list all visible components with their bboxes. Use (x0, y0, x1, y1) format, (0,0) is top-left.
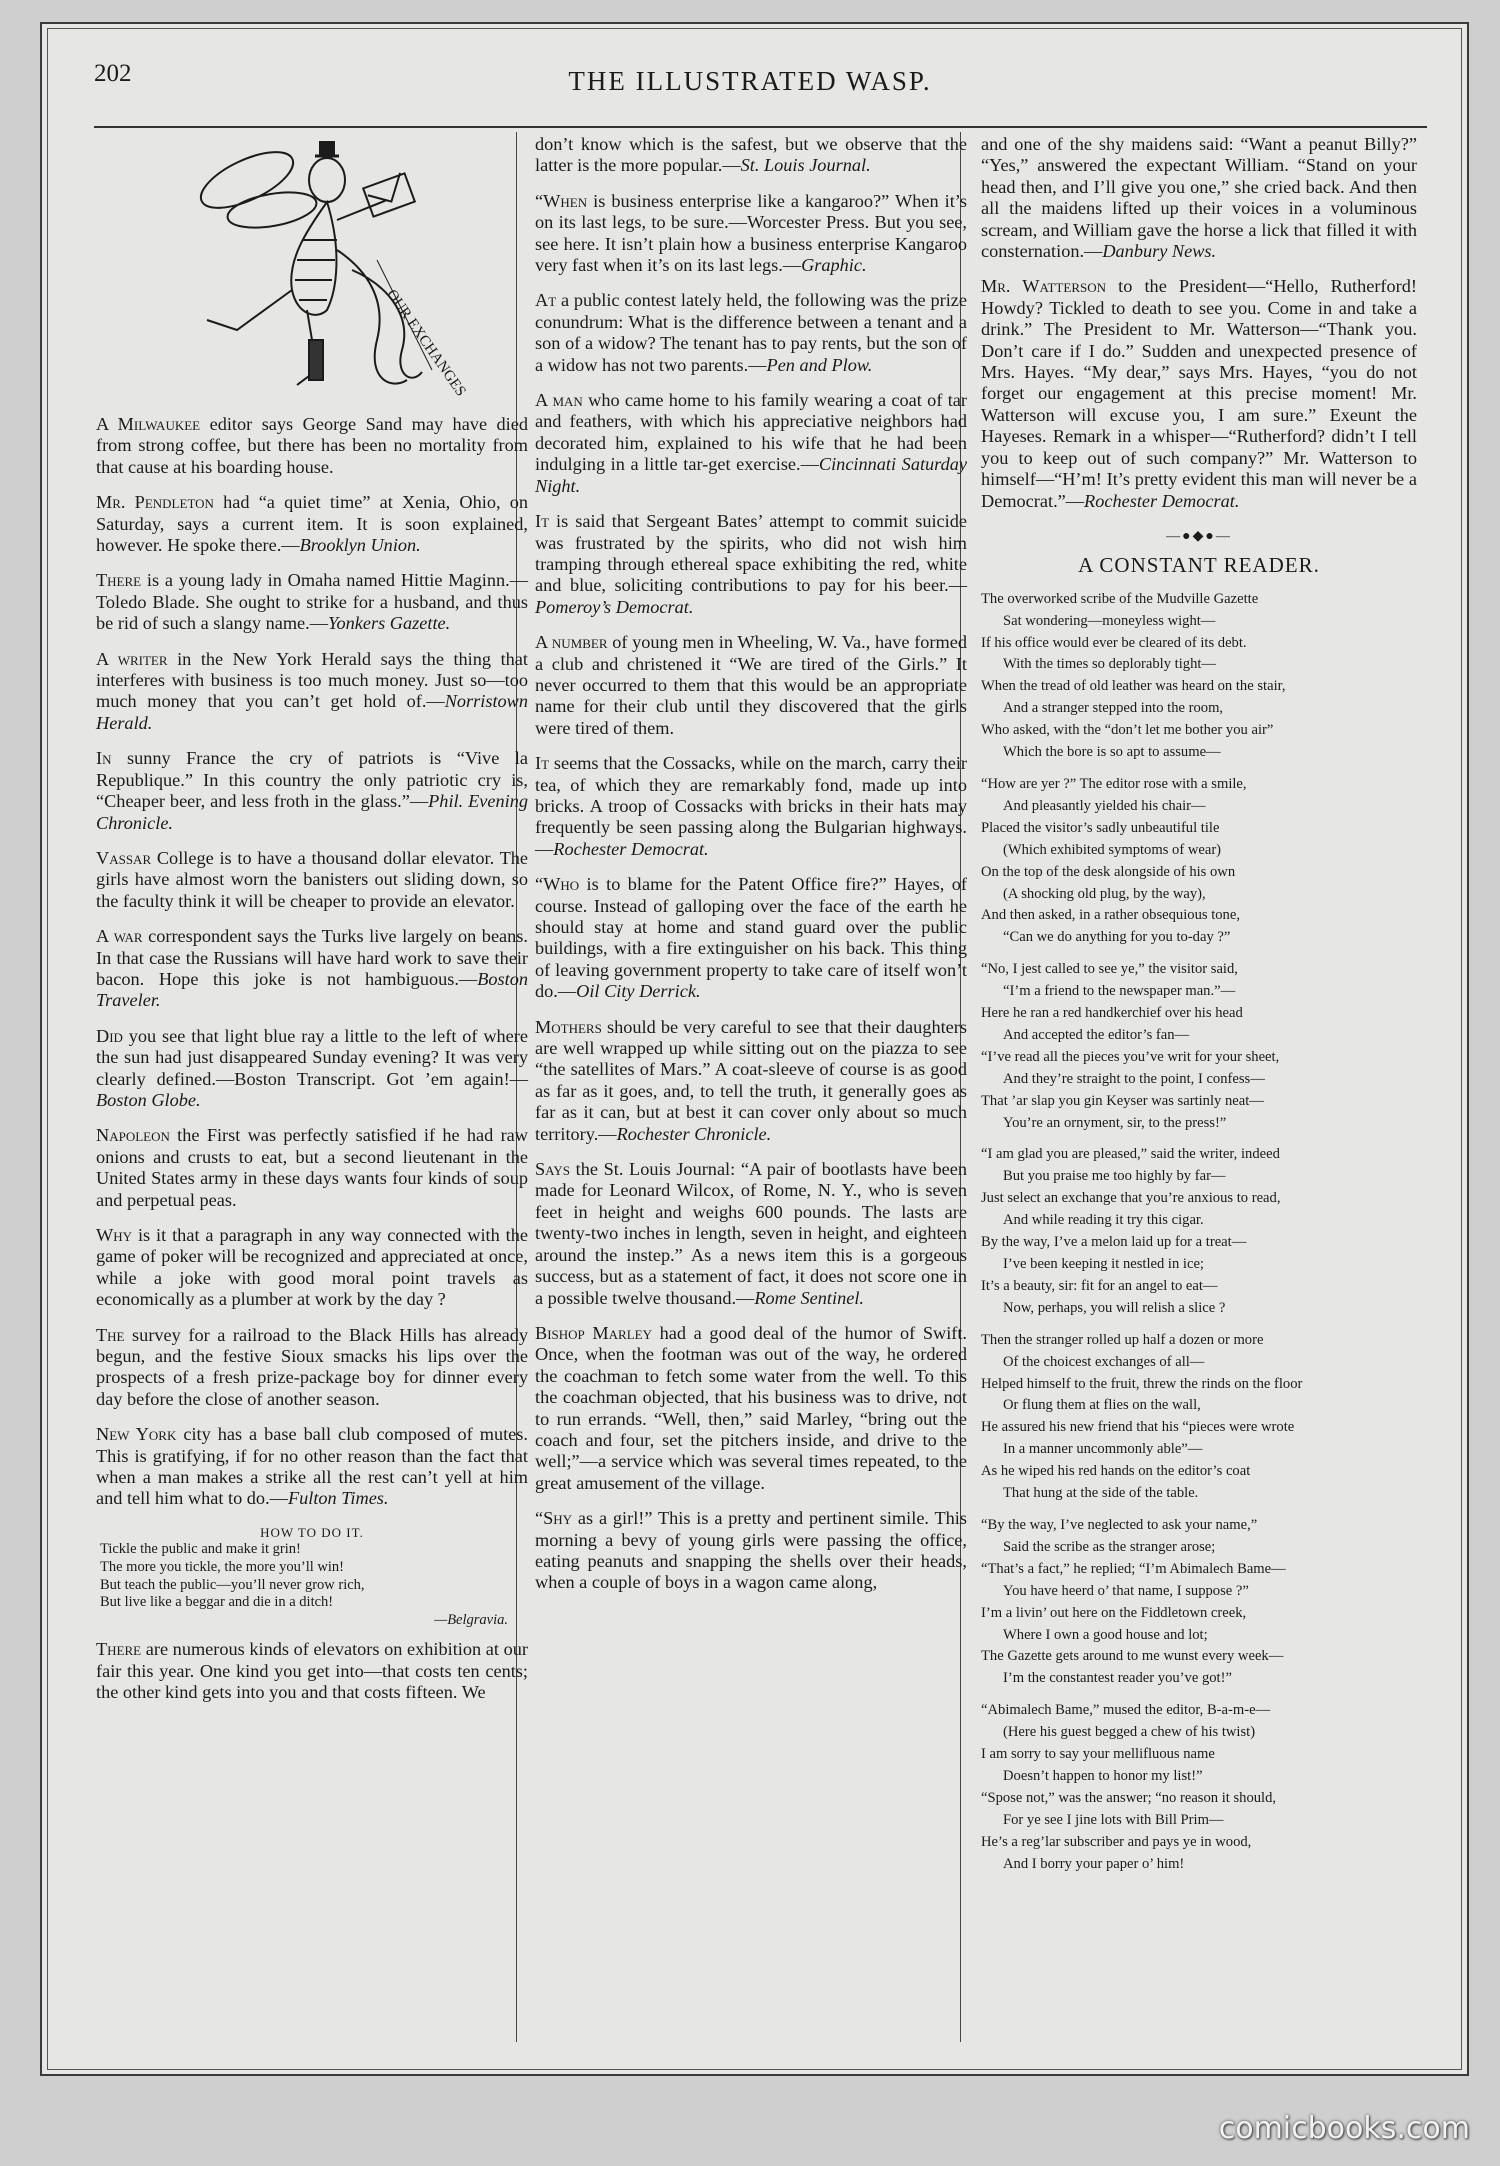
paragraph-text: as a girl!” This is a pretty and pertinent simile. This morning a bevy of young girls were passing the office, eating peanuts and snapping the shells over their heads, when a couple of boys in a wagon came along, (535, 1508, 967, 1593)
verse-stanza (981, 959, 1417, 1134)
column-2 (535, 134, 967, 1608)
poem-line: Tickle the public and make it grin! (100, 1541, 301, 1558)
paragraph (535, 390, 967, 497)
verse-line: And a stranger stepped into the room, (1003, 700, 1224, 717)
paragraph (96, 926, 528, 1012)
paragraph-lead: Why (96, 1225, 133, 1245)
verse-line: Here he ran a red handkerchief over his head (981, 1005, 1243, 1022)
paragraph (535, 1508, 967, 1594)
paragraph-lead: Vassar (96, 847, 152, 868)
verse-line: By the way, I’ve a melon laid up for a treat— (981, 1234, 1247, 1251)
verse-line: He’s a reg’lar subscriber and pays ye in wood, (981, 1833, 1252, 1850)
paragraph-text: sunny France the cry of patriots is “Vive la Republique.” In this country the only patriotic cry is, “Cheaper beer, and less froth in the glass.”— (96, 748, 528, 812)
paragraph-text: seems that the Cossacks, while on the march, carry their tea, of which they are remarkably fond, made up into bricks. A troop of Cossacks with bricks in their hats may frequently be seen passing along the Bulgarian highways.— (535, 753, 967, 859)
paragraph-text: don’t know which is the safest, but we observe that the latter is the more popular.— (535, 134, 967, 176)
paragraph-text: you see that light blue ray a little to the left of where the sun had just disappeared Sunday evening? It was very clearly defined.—Boston Transcript. Got ’em again!— (96, 1025, 528, 1089)
paragraph-lead: A writer (96, 648, 168, 669)
paragraph-lead: It (535, 511, 550, 532)
verse-line: Of the choicest exchanges of all— (1003, 1353, 1205, 1370)
paragraph (535, 1017, 967, 1145)
verse-line: (Here his guest begged a chew of his twist) (1003, 1724, 1256, 1741)
paragraph-text: survey for a railroad to the Black Hills has already begun, and the festive Sioux smacks his lips over the prospects of a fresh prize-package boy for dinner every day before the close of another season. (96, 1324, 528, 1409)
verse-line: “By the way, I’ve neglected to ask your name,” (981, 1516, 1258, 1533)
verse-line: Or flung them at flies on the wall, (1003, 1397, 1201, 1414)
verse-line: Just select an exchange that you’re anxious to read, (981, 1190, 1281, 1207)
verse-line: Where I own a good house and lot; (1003, 1626, 1208, 1643)
paragraph-source: Rochester Democrat. (553, 838, 709, 859)
verse-line: I am sorry to say your mellifluous name (981, 1746, 1215, 1763)
paragraph-source: Danbury News. (1102, 241, 1217, 262)
paragraph-text: should be very careful to see that their daughters are well wrapped up while sitting out on the piazza to see “the satellites of Mars.” A coat-sleeve of course is as good as far as it goes, and, to tell the truth, it generally goes as far as it can, but at best it can cover only about so much territory.— (535, 1016, 967, 1144)
paragraph (96, 414, 528, 478)
paragraph-source: Fulton Times. (287, 1488, 389, 1509)
paragraph-source: Pomeroy’s Democrat. (535, 596, 694, 617)
verse-line: Which the bore is so apt to assume— (1003, 744, 1221, 761)
paragraph-text: is to blame for the Patent Office fire?” Hayes, of course. Instead of galloping over the face of the earth he should stay at home and stand guard over the public buildings, with a fire extinguisher on his back. This thing of leaving government property to take care of itself won’t do.— (535, 874, 967, 1002)
paragraph (535, 290, 967, 376)
paragraph-text: College is to have a thousand dollar elevator. The girls have almost worn the banisters out sliding down, so the faculty think it will be cheaper to provide an elevator. (96, 847, 528, 911)
verse-line: He assured his new friend that his “pieces were wrote (981, 1419, 1295, 1436)
paragraph-lead: There (96, 570, 142, 591)
paragraph (535, 134, 967, 177)
verse-line: And they’re straight to the point, I confess— (1003, 1070, 1265, 1087)
verse-line: Then the stranger rolled up half a dozen or more (981, 1331, 1264, 1348)
paragraph-text: had a good deal of the humor of Swift. Once, when the footman was out of the way, he ordered the coachman to fetch some water from the well. To this the coachman objected, that his business was to drive, not to run errands. “Well, then,” said Marley, “bring out the coach and four, set the pitchers inside, and drive to the well;”—a service which was several times repeated, to the great amusement of the village. (535, 1322, 968, 1493)
paragraph-text: had “a quiet time” at Xenia, Ohio, on Saturday, says a current item. It is soon explained, however. He spoke there.— (96, 492, 528, 556)
paragraph-lead: A number (535, 632, 608, 653)
verse-line: The overworked scribe of the Mudville Gazette (981, 590, 1259, 607)
paragraph-text: editor says George Sand may have died from strong coffee, but there has been no mortality from that cause at his boarding house. (96, 414, 529, 477)
paragraph (535, 753, 967, 860)
paragraph-text: city has a base ball club composed of mutes. This is gratifying, if for no other reason than the fact that when a man makes a strike all the rest can’t yell at him and tell him what to do.— (96, 1424, 528, 1509)
poem-line: But teach the public—you’ll never grow rich, (100, 1576, 365, 1593)
verse-line: You’re an ornyment, sir, to the press!” (1003, 1114, 1227, 1131)
verse-line: “Can we do anything for you to-day ?” (1003, 929, 1231, 946)
paragraph-text: who came home to his family wearing a coat of tar and feathers, with which his appreciative neighbors had decorated him, explained to his wife that he had been indulging in a little tar-get exercise.— (535, 390, 967, 475)
paragraph-text: is a young lady in Omaha named Hittie Maginn.—Toledo Blade. She ought to strike for a husband, and thus be rid of such a slangy name.— (96, 570, 528, 634)
verse-line: It’s a beauty, sir: fit for an angel to eat— (981, 1277, 1218, 1294)
paragraph-text: of young men in Wheeling, W. Va., have formed a club and christened it “We are tired of the Girls.” It never occurred to them that this would be an appropriate name for their club until they discovered that the girls were tired of them. (535, 632, 967, 738)
paragraph-source: St. Louis Journal. (740, 155, 871, 176)
paragraph-lead: It (535, 753, 550, 774)
column-1 (96, 134, 528, 1718)
paragraph-lead: “Shy (535, 1508, 573, 1529)
column-3 (981, 134, 1417, 1885)
verse-stanza (981, 774, 1417, 949)
verse-line: “I am glad you are pleased,” said the writer, indeed (981, 1146, 1280, 1163)
watermark: comicbooks.com (1218, 2111, 1470, 2146)
verse-line: That ’ar slap you gin Keyser was sartinly neat— (981, 1092, 1264, 1109)
verse-line: And while reading it try this cigar. (1003, 1212, 1204, 1229)
paragraph-source: Oil City Derrick. (576, 981, 701, 1002)
verse-line: “How are yer ?” The editor rose with a smile, (981, 775, 1247, 792)
paragraph-lead: Bishop Marley (535, 1322, 652, 1343)
paragraph (96, 1325, 528, 1411)
paragraph (535, 632, 967, 739)
paragraph-lead: Mr. Watterson (981, 276, 1106, 297)
paragraph-text: a public contest lately held, the following was the prize conundrum: What is the difference between a tenant and a son of a widow? The tenant has to pay rents, but the son of a widow has not two parents.— (535, 290, 967, 375)
paragraph-source: Boston Globe. (96, 1089, 201, 1110)
paragraph-text: in the New York Herald says the thing that interferes with business is too much money. Just so—too much money that you can’t get hold of.— (96, 648, 528, 712)
poem-line: The more you tickle, the more you’ll win! (100, 1559, 345, 1576)
section-divider: —●◆●— (1166, 528, 1232, 544)
paragraph-text: correspondent says the Turks live largely on beans. In that case the Russians will have hard work to save their bacon. Hope this joke is not hambiguous.— (96, 926, 528, 989)
verse-line: As he wiped his red hands on the editor’s coat (981, 1463, 1251, 1480)
paragraph-text: is said that Sergeant Bates’ attempt to commit suicide was frustrated by the spirits, who did not wish him tramping through ethereal space exhibiting the red, white and blue, soliciting contributions to pay for his beer.— (535, 511, 967, 596)
poem-source: —Belgravia. (434, 1611, 508, 1628)
paragraph-source: Graphic. (801, 255, 867, 276)
verse-line: If his office would ever be cleared of its debt. (981, 634, 1247, 651)
paragraph-lead: A Milwaukee (96, 414, 201, 434)
verse-line: “I’ve read all the pieces you’ve writ for your sheet, (981, 1048, 1280, 1065)
paragraph-text: the First was perfectly satisfied if he had raw onions and crusts to eat, but a second lieutenant in the United States army in these days wants four kinds of soup and perpetual peas. (96, 1125, 528, 1210)
how-to-do-it-poem (96, 1524, 528, 1630)
paragraph (96, 1125, 528, 1211)
paragraph-lead: New York (96, 1424, 177, 1445)
verse-line: Helped himself to the fruit, threw the rinds on the floor (981, 1375, 1303, 1392)
paragraph (96, 848, 528, 912)
paragraph (535, 191, 967, 277)
page-number: 202 (94, 60, 132, 87)
verse-line: Now, perhaps, you will relish a slice ? (1003, 1299, 1226, 1316)
paragraph-text: is it that a paragraph in any way connected with the game of poker will be recognized and appreciated at once, while a joke with good moral point travels as economically as a plumber at work by the day ? (96, 1225, 528, 1310)
verse-stanza (981, 589, 1417, 764)
verse-stanza (981, 1330, 1417, 1505)
paragraph-source: Phil. Evening Chronicle. (96, 791, 528, 833)
paragraph-lead: Mothers (535, 1016, 602, 1037)
verse-line: On the top of the desk alongside of his own (981, 863, 1236, 880)
paragraph-lead: Did (96, 1025, 123, 1046)
verse-line: “Abimalech Bame,” mused the editor, B-a-m-e— (981, 1702, 1271, 1719)
paragraph (96, 492, 528, 556)
paragraph-lead: In (96, 748, 112, 769)
verse-line: “I’m a friend to the newspaper man.”— (1003, 983, 1236, 1000)
verse-line: “Spose not,” was the answer; “no reason it should, (981, 1789, 1277, 1806)
verse-title: A CONSTANT READER. (1078, 553, 1320, 578)
verse-line: Placed the visitor’s sadly unbeautiful tile (981, 819, 1220, 836)
verse-line: And pleasantly yielded his chair— (1003, 797, 1206, 814)
paragraph (981, 134, 1417, 262)
wasp-mail-carrier-illustration (177, 140, 469, 410)
paragraph (535, 1159, 967, 1309)
paragraph-source: Yonkers Gazette. (328, 613, 451, 634)
verse-stanza (981, 1144, 1417, 1319)
paragraph-lead: At (535, 290, 557, 311)
paragraph-lead: A war (96, 926, 143, 947)
paragraph (535, 1323, 967, 1494)
paragraph-text: and one of the shy maidens said: “Want a peanut Billy?” “Yes,” answered the expectant William. “Stand on your head then, and I’ll give you one,” she cried back. And then all the maidens lifted up their voices in a voluminous scream, and William gave the horse a lick that filled it with consternation.— (981, 134, 1417, 262)
verse-line: Who asked, with the “don’t let me bother you air” (981, 722, 1274, 739)
verse-stanza (981, 1515, 1417, 1690)
verse-line: With the times so deplorably tight— (1003, 656, 1217, 673)
paragraph-source: Rome Sentinel. (754, 1287, 864, 1308)
paragraph (96, 1225, 528, 1311)
paragraph-text: is business enterprise like a kangaroo?” When it’s on its last legs, to be sure.—Worcester Press. But you see, see here. It isn’t plain how a business enterprise Kangaroo very fast when it’s on its last legs.— (535, 190, 967, 276)
verse-line: For ye see I jine lots with Bill Prim— (1003, 1811, 1224, 1828)
banner-text: OUR EXCHANGES (383, 286, 469, 400)
paragraph-lead: Says (535, 1159, 570, 1180)
verse-line: In a manner uncommonly able”— (1003, 1441, 1203, 1458)
masthead-rule (94, 126, 1427, 128)
paragraph-source: Brooklyn Union. (299, 535, 421, 556)
paragraph-source: Cincinnati Saturday Night. (535, 454, 968, 496)
verse-line: That hung at the side of the table. (1003, 1485, 1199, 1502)
paragraph (96, 649, 528, 735)
verse-line: Sat wondering—moneyless wight— (1003, 612, 1216, 629)
paragraph (981, 276, 1417, 511)
verse-line: Said the scribe as the stranger arose; (1003, 1538, 1216, 1555)
verse-line: I’ve been keeping it nestled in ice; (1003, 1256, 1204, 1272)
poem-line: But live like a beggar and die in a ditch! (100, 1594, 334, 1611)
paragraph-text: to the President—“Hello, Rutherford! Howdy? Tickled to death to see you. Come in and take a drink.” The President to Mr. Watterson—“Thank you. Don’t care if I do.” Sudden and unexpected presence of Mrs. Hayes. “My dear,” says Mrs. Hayes, “you do not forget our engagement at this precise moment! Mr. Watterson will excuse you, I am sure.” Exeunt the Hayeses. Remark in a whisper—“Rutherford? didn’t I tell you to keep out of such company?” Mr. Watterson to himself—“H’m! It’s pretty evident this man will never be a Democrat.”— (981, 276, 1417, 511)
paragraph-text: are numerous kinds of elevators on exhibition at our fair this year. One kind you get into—that costs ten cents; the other kind gets into you and that costs fifteen. We (96, 1639, 528, 1703)
verse-line: Doesn’t happen to honor my list!” (1003, 1767, 1203, 1784)
verse-line: When the tread of old leather was heard on the stair, (981, 678, 1286, 695)
paragraph-lead: There (96, 1639, 142, 1660)
paragraph (535, 874, 967, 1002)
paragraph (96, 748, 528, 834)
verse-line: (A shocking old plug, by the way), (1003, 885, 1206, 902)
verse-line: The Gazette gets around to me wunst every week— (981, 1648, 1284, 1665)
paragraph-text: the St. Louis Journal: “A pair of bootlasts have been made for Leonard Wilcox, of Rome, N. Y., who is seven feet in height and weighs 600 pounds. The lasts are twenty-two inches in length, seven in height, and eighteen around the instep.” As a news item this is a gorgeous success, but as a statement of fact, it does not score one in a possible twelve thousand.— (535, 1159, 967, 1308)
paragraph-source: Rochester Chronicle. (616, 1123, 772, 1144)
masthead: THE ILLUSTRATED WASP. (568, 66, 932, 96)
verse-line: I’m a livin’ out here on the Fiddletown creek, (981, 1604, 1247, 1621)
verse-line: And I borry your paper o’ him! (1003, 1855, 1185, 1872)
paragraph (96, 1639, 528, 1703)
verse-stanza (981, 1700, 1417, 1875)
paragraph (96, 1424, 528, 1510)
verse-line: “No, I jest called to see ye,” the visitor said, (981, 961, 1238, 978)
paragraph (535, 511, 967, 618)
paragraph-lead: The (96, 1324, 125, 1345)
paragraph-lead: Mr. Pendleton (96, 492, 214, 513)
paragraph-lead: Napoleon (96, 1125, 170, 1146)
paragraph-source: Boston Traveler. (96, 968, 528, 1011)
paragraph (96, 570, 528, 634)
verse-line: And then asked, in a rather obsequious tone, (981, 907, 1240, 924)
paragraph-source: Norristown Herald. (96, 691, 528, 733)
paragraph (96, 1026, 528, 1112)
paragraph-source: Rochester Democrat. (1084, 490, 1240, 511)
paragraph-source: Pen and Plow. (766, 354, 873, 375)
verse-line: (Which exhibited symptoms of wear) (1003, 841, 1222, 858)
verse-line: I’m the constantest reader you’ve got!” (1003, 1670, 1232, 1687)
verse-line: “That’s a fact,” he replied; “I’m Abimalech Bame— (981, 1560, 1286, 1577)
paragraph-lead: A man (535, 390, 583, 411)
verse-line: You have heerd o’ that name, I suppose ?” (1003, 1582, 1249, 1599)
verse-line: But you praise me too highly by far— (1003, 1168, 1226, 1185)
verse-line: And accepted the editor’s fan— (1003, 1026, 1190, 1043)
paragraph-lead: “When (535, 190, 588, 211)
poem-title: HOW TO DO IT. (260, 1524, 364, 1540)
paragraph-lead: “Who (535, 874, 580, 895)
